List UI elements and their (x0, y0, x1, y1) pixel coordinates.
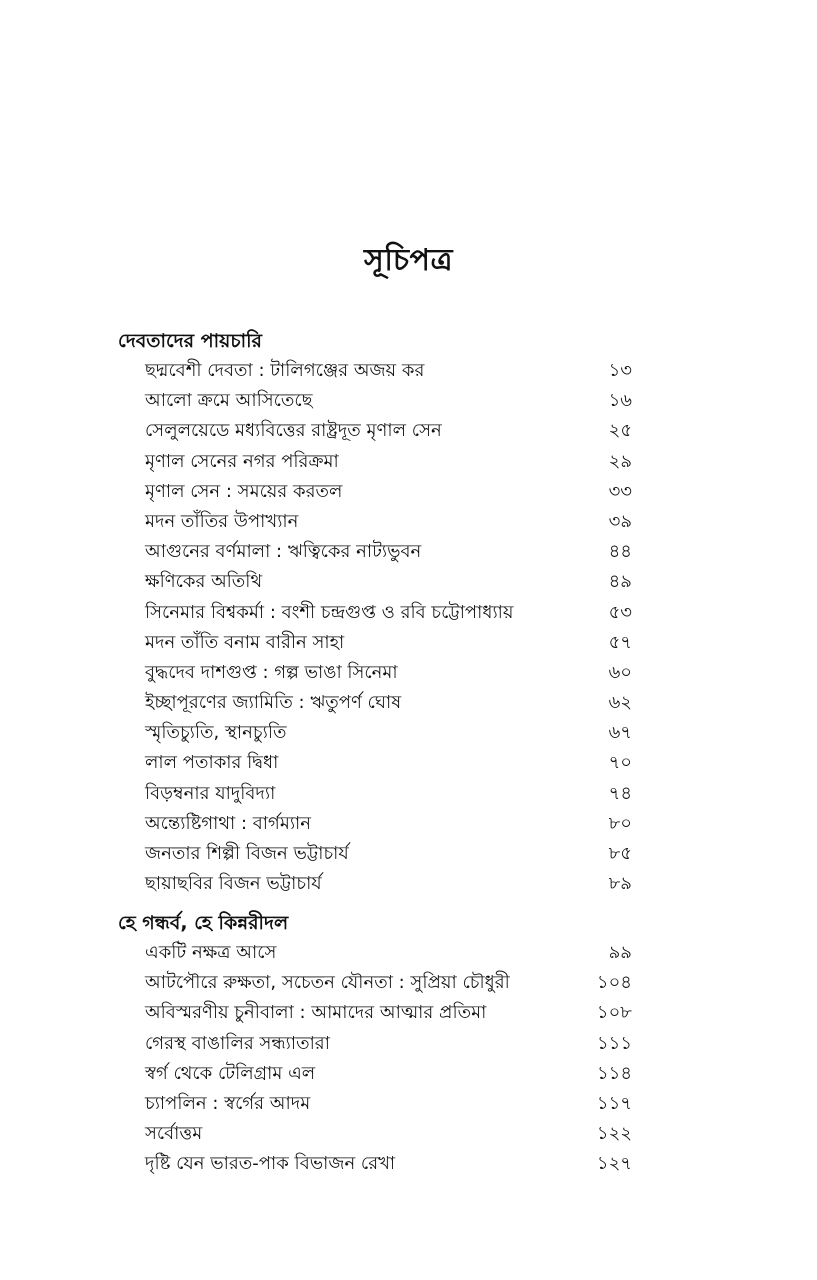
entry-page-number: ৩৩ (608, 480, 632, 502)
entry-page-number: ৭৪ (608, 782, 632, 804)
entry-title: বিড়ম্বনার যাদুবিদ্যা (145, 782, 276, 804)
entry-title: ক্ষণিকের অতিথি (145, 571, 263, 593)
toc-entry (118, 998, 638, 1028)
entry-title: জনতার শিল্পী বিজন ভট্টাচার্য (145, 843, 349, 864)
entry-page-number: ৮০ (608, 812, 632, 834)
toc-entry (118, 447, 638, 477)
toc-entry (118, 658, 638, 688)
toc-entry (118, 477, 638, 507)
entry-title: স্বর্গ থেকে টেলিগ্রাম এল (145, 1062, 316, 1084)
entry-page-number: ৬০ (608, 661, 632, 683)
toc-entry (118, 507, 638, 537)
toc-entry (118, 839, 638, 869)
entry-page-number: ১২২ (596, 1123, 632, 1145)
entry-page-number: ৩৯ (608, 510, 632, 532)
entry-page-number: ৮৯ (608, 873, 632, 895)
toc-entry (118, 748, 638, 778)
toc-entry (118, 386, 638, 416)
entry-title: মদন তাঁতির উপাখ্যান (145, 510, 299, 532)
entry-page-number: ৫৩ (608, 601, 632, 623)
toc-entry (118, 968, 638, 998)
entry-title: ইচ্ছাপূরণের জ্যামিতি : ঋতুপর্ণ ঘোষ (145, 692, 402, 714)
toc-entry (118, 598, 638, 628)
entry-page-number: ১৩ (608, 360, 632, 381)
entry-page-number: ১৬ (608, 390, 632, 412)
section-heading: দেবতাদের পায়চারি (118, 330, 262, 352)
section-heading: হে গন্ধর্ব, হে কিন্নরীদল (118, 912, 289, 934)
toc-entry (118, 1119, 638, 1149)
entry-title: সেলুলয়েডে মধ্যবিত্তের রাষ্ট্রদূত মৃণাল সেন (145, 420, 442, 442)
toc-entry (118, 938, 638, 968)
entry-title: চ্যাপলিন : স্বর্গের আদম (145, 1092, 311, 1114)
entry-page-number: ১২৭ (596, 1153, 632, 1175)
entry-title: সর্বোত্তম (145, 1123, 203, 1145)
entry-page-number: ৫৭ (608, 631, 632, 653)
entry-page-number: ৬৭ (608, 722, 632, 744)
page-title: সূচিপত্র (364, 243, 453, 278)
entry-title: একটি নক্ষত্র আসে (145, 942, 277, 963)
toc-entry (118, 1029, 638, 1059)
entry-page-number: ১০৮ (596, 1002, 632, 1024)
entry-title: মদন তাঁতি বনাম বারীন সাহা (145, 631, 345, 653)
entry-title: দৃষ্টি যেন ভারত-পাক বিভাজন রেখা (145, 1153, 396, 1175)
entry-title: আটপৌরে রুক্ষতা, সচেতন যৌনতা : সুপ্রিয়া চৌধুরী (145, 972, 510, 994)
entry-page-number: ১১১ (596, 1032, 632, 1054)
entry-title: ছায়াছবির বিজন ভট্টাচার্য (145, 873, 322, 895)
entry-page-number: ১১৭ (596, 1092, 632, 1114)
toc-section (118, 326, 638, 899)
entry-page-number: ৬২ (608, 692, 632, 714)
toc-entry (118, 718, 638, 748)
entry-page-number: ৪৪ (608, 541, 632, 563)
toc-entry (118, 809, 638, 839)
entry-title: ছদ্মবেশী দেবতা : টালিগঞ্জের অজয় কর (145, 360, 425, 381)
toc-entry (118, 1089, 638, 1119)
toc-section (118, 908, 638, 1180)
entry-title: মৃণাল সেনের নগর পরিক্রমা (145, 450, 339, 472)
entry-page-number: ৪৯ (608, 571, 632, 593)
entry-page-number: ৯৯ (608, 942, 632, 963)
entry-page-number: ২৫ (608, 420, 632, 442)
toc-entry (118, 1059, 638, 1089)
entry-title: গেরস্থ বাঙালির সন্ধ্যাতারা (145, 1032, 330, 1054)
entry-title: লাল পতাকার দ্বিধা (145, 752, 279, 774)
entry-title: স্মৃতিচ্যুতি, স্থানচ্যুতি (145, 722, 287, 744)
toc-entry (118, 869, 638, 899)
entry-page-number: ১১৪ (596, 1062, 632, 1084)
entry-title: অবিস্মরণীয় চুনীবালা : আমাদের আত্মার প্রতিমা (145, 1002, 487, 1024)
entry-title: অন্ত্যেষ্টিগাথা : বার্গম্যান (145, 812, 312, 834)
toc-entry (118, 688, 638, 718)
toc-entry (118, 628, 638, 658)
toc-entry (118, 416, 638, 446)
toc-entry (118, 356, 638, 386)
entry-title: বুদ্ধদেব দাশগুপ্ত : গল্প ভাঙা সিনেমা (145, 661, 398, 683)
entry-page-number: ১০৪ (596, 972, 632, 994)
entry-title: সিনেমার বিশ্বকর্মা : বংশী চন্দ্রগুপ্ত ও রবি চট্টোপাধ্যায় (145, 601, 514, 623)
toc-entry (118, 779, 638, 809)
toc-entry (118, 537, 638, 567)
toc-entry (118, 1149, 638, 1179)
entry-page-number: ২৯ (608, 450, 632, 472)
entry-title: আলো ক্রমে আসিতেছে (145, 390, 313, 412)
entry-page-number: ৮৫ (608, 843, 632, 864)
entry-page-number: ৭০ (608, 752, 632, 774)
entry-title: মৃণাল সেন : সময়ের করতল (145, 480, 343, 502)
entry-title: আগুনের বর্ণমালা : ঋত্বিকের নাট্যভুবন (145, 541, 422, 563)
toc-entry (118, 567, 638, 597)
